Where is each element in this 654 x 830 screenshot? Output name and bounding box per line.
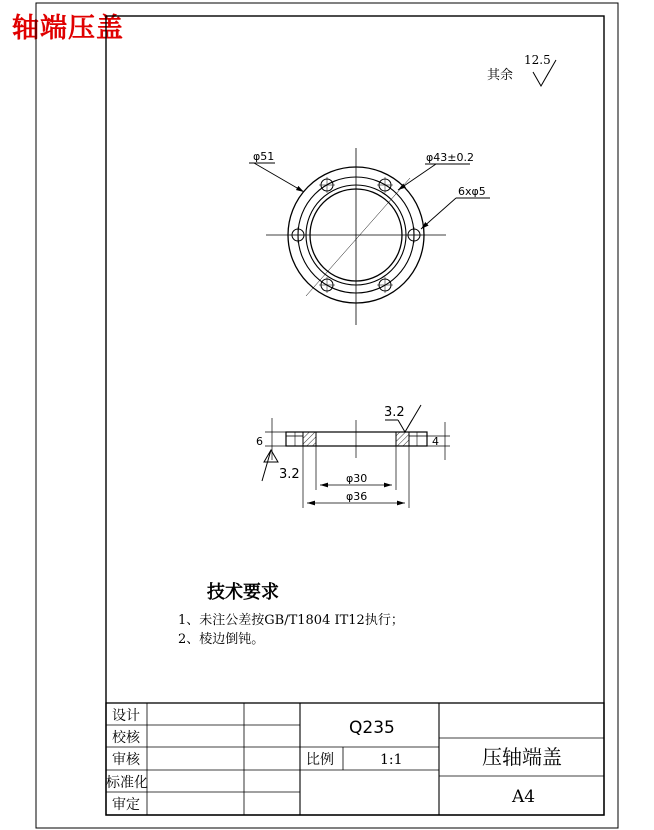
label-check: 校核 xyxy=(112,730,140,746)
roughness-bottom-value: 3.2 xyxy=(279,467,300,482)
scale-label: 比例 xyxy=(306,752,334,768)
outer-border xyxy=(36,3,618,828)
roughness-note xyxy=(487,53,556,86)
dim-pitch-diameter: φ43±0.2 xyxy=(426,151,474,164)
inner-border xyxy=(106,16,604,815)
label-approve: 审定 xyxy=(112,797,140,813)
hatch-right xyxy=(396,432,409,446)
tech-requirements xyxy=(178,581,404,647)
dim-outer-diameter: φ51 xyxy=(253,150,275,163)
dim-inner-diameter: φ30 xyxy=(346,472,368,485)
label-design: 设计 xyxy=(112,708,140,724)
drawing-title: 轴端压盖 xyxy=(12,13,124,44)
tech-req-item: 1、未注公差按GB/T1804 IT12执行； xyxy=(178,613,404,628)
dim-height-right: 4 xyxy=(432,435,439,448)
label-review: 审核 xyxy=(112,752,140,768)
roughness-value: 12.5 xyxy=(524,53,551,67)
roughness-top-value: 3.2 xyxy=(384,405,405,420)
roughness-bottom-symbol xyxy=(262,450,278,481)
section-view xyxy=(256,405,450,508)
hatch-flange-left xyxy=(286,436,303,446)
leader-outer xyxy=(254,163,304,192)
leader-holes xyxy=(421,198,456,229)
sheet-size: A4 xyxy=(512,787,536,807)
leader-pitch xyxy=(398,164,436,190)
part-name: 压轴端盖 xyxy=(482,745,562,769)
title-block xyxy=(106,703,604,815)
scale-value: 1:1 xyxy=(380,752,403,768)
material: Q235 xyxy=(349,718,395,738)
label-standardization: 标准化 xyxy=(106,775,148,791)
dim-hole-pattern: 6xφ5 xyxy=(458,185,486,198)
roughness-prefix: 其余 xyxy=(487,68,514,83)
hatch-left xyxy=(303,432,316,446)
tech-req-item: 2、棱边倒钝。 xyxy=(178,632,265,647)
dim-outer-diameter-section: φ36 xyxy=(346,490,368,503)
dim-height-left: 6 xyxy=(256,435,263,448)
top-view xyxy=(249,148,490,325)
tech-req-heading: 技术要求 xyxy=(207,582,279,603)
hatch-flange-right xyxy=(409,436,427,446)
